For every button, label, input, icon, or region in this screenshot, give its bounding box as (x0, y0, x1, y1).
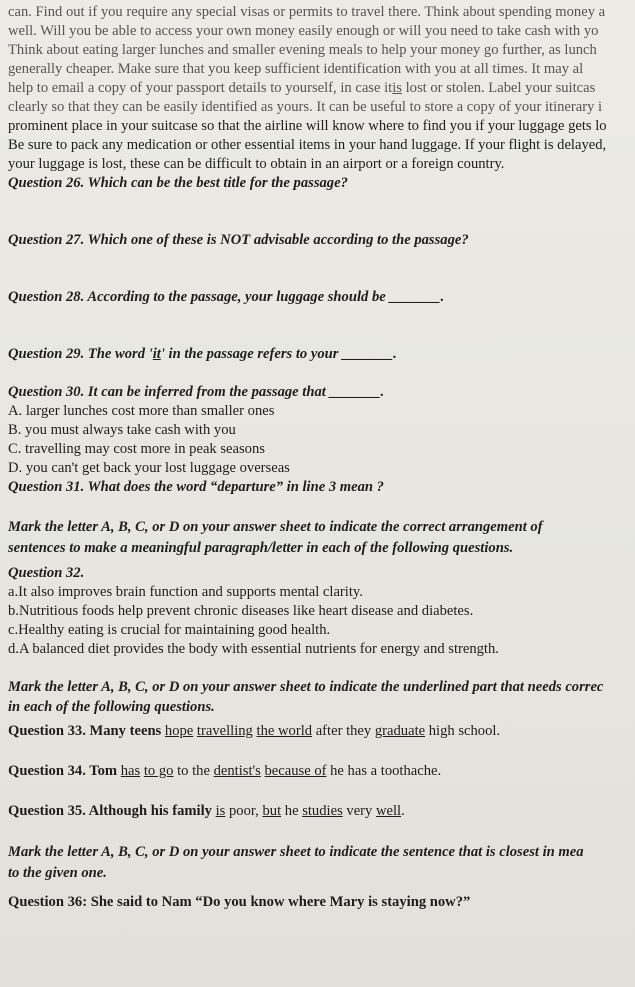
passage-line: generally cheaper. Make sure that you keep sufficient identification with you at all times. It may al (8, 61, 584, 77)
passage-line: clearly so that they can be easily identified as yours. It can be useful to store a copy of your itinerary i (8, 99, 603, 115)
question-31-stem: Question 31. What does the word “departure” in line 3 mean ? (8, 479, 384, 495)
stem-text: he has a toothache. (326, 763, 442, 779)
question-35-stem (8, 802, 635, 820)
stem-text: . (401, 803, 405, 819)
underlined-part: travelling (196, 723, 253, 739)
underlined-part: but (262, 803, 282, 819)
passage-line (8, 79, 635, 97)
question-28-stem: Question 28. According to the passage, your luggage should be _______. (8, 289, 445, 305)
option-c: C. travelling may cost more in peak seasons (8, 441, 265, 457)
stem-text: Question 29. The word ' (8, 346, 153, 362)
stem-text: poor, (225, 803, 263, 819)
passage-line: your luggage is lost, these can be difficult to obtain in an airport or a foreign country. (8, 156, 505, 172)
question-26-stem: Question 26. Which can be the best title for the passage? (8, 175, 348, 191)
passage-line: Be sure to pack any medication or other essential items in your hand luggage. If your flight is delayed, (8, 137, 607, 153)
question-30-stem: Question 30. It can be inferred from the passage that _______. (8, 384, 385, 400)
stem-text: high school. (425, 723, 501, 739)
sentence-b: b.Nutritious foods help prevent chronic diseases like heart disease and diabetes. (8, 603, 474, 619)
underlined-part: has (120, 763, 141, 779)
passage-text: help to email a copy of your passport details to yourself, in case it (8, 80, 393, 96)
question-27-stem: Question 27. Which one of these is NOT advisable according to the passage? (8, 232, 469, 248)
section-instruction: Mark the letter A, B, C, or D on your answer sheet to indicate the underlined part that needs correc (8, 679, 604, 695)
stem-text: to the (173, 763, 214, 779)
underlined-part: dentist's (213, 763, 261, 779)
passage-line: Think about eating larger lunches and smaller evening meals to help your money go further, as lunch (8, 42, 597, 58)
question-34-stem (8, 762, 635, 780)
question-33-stem (8, 722, 635, 740)
underlined-part: is (215, 803, 226, 819)
underlined-word: is (392, 80, 402, 96)
question-29-stem (8, 345, 635, 363)
passage-text: lost or stolen. Label your suitcas (401, 80, 596, 96)
sentence-d: d.A balanced diet provides the body with essential nutrients for energy and strength. (8, 641, 499, 657)
underlined-part: well (375, 803, 402, 819)
sentence-a: a.It also improves brain function and supports mental clarity. (8, 584, 363, 600)
underlined-part: studies (302, 803, 343, 819)
section-instruction: sentences to make a meaningful paragraph/letter in each of the following questions. (8, 540, 514, 556)
passage-line: can. Find out if you require any special visas or permits to travel there. Think about spending money a (8, 4, 606, 20)
underlined-word: it (152, 346, 161, 362)
passage-line: well. Will you be able to access your own money easily enough or will you need to take cash with yo (8, 23, 599, 39)
question-32-stem: Question 32. (8, 565, 85, 581)
stem-text: after they (312, 723, 375, 739)
option-a: A. larger lunches cost more than smaller ones (8, 403, 275, 419)
stem-text: very (342, 803, 376, 819)
passage-line: prominent place in your suitcase so that the airline will know where to find you if your luggage gets lo (8, 118, 607, 134)
stem-text: Question 33. Many teens (8, 723, 165, 739)
sentence-c: c.Healthy eating is crucial for maintaining good health. (8, 622, 331, 638)
option-d: D. you can't get back your lost luggage overseas (8, 460, 290, 476)
underlined-part: because of (264, 763, 327, 779)
stem-text: Question 35. Although his family (8, 803, 216, 819)
underlined-part: hope (164, 723, 194, 739)
option-b: B. you must always take cash with you (8, 422, 236, 438)
section-instruction: in each of the following questions. (8, 699, 215, 715)
section-instruction: Mark the letter A, B, C, or D on your answer sheet to indicate the sentence that is closest in mea (8, 844, 584, 860)
stem-text: he (281, 803, 303, 819)
question-36-stem: Question 36: She said to Nam “Do you know where Mary is staying now?” (8, 894, 471, 910)
stem-text: Question 34. Tom (8, 763, 121, 779)
section-instruction: Mark the letter A, B, C, or D on your answer sheet to indicate the correct arrangement of (8, 519, 543, 535)
underlined-part: graduate (374, 723, 426, 739)
underlined-part: the world (256, 723, 313, 739)
section-instruction: to the given one. (8, 865, 107, 881)
underlined-part: to go (143, 763, 174, 779)
stem-text: ' in the passage refers to your _______. (160, 346, 397, 362)
